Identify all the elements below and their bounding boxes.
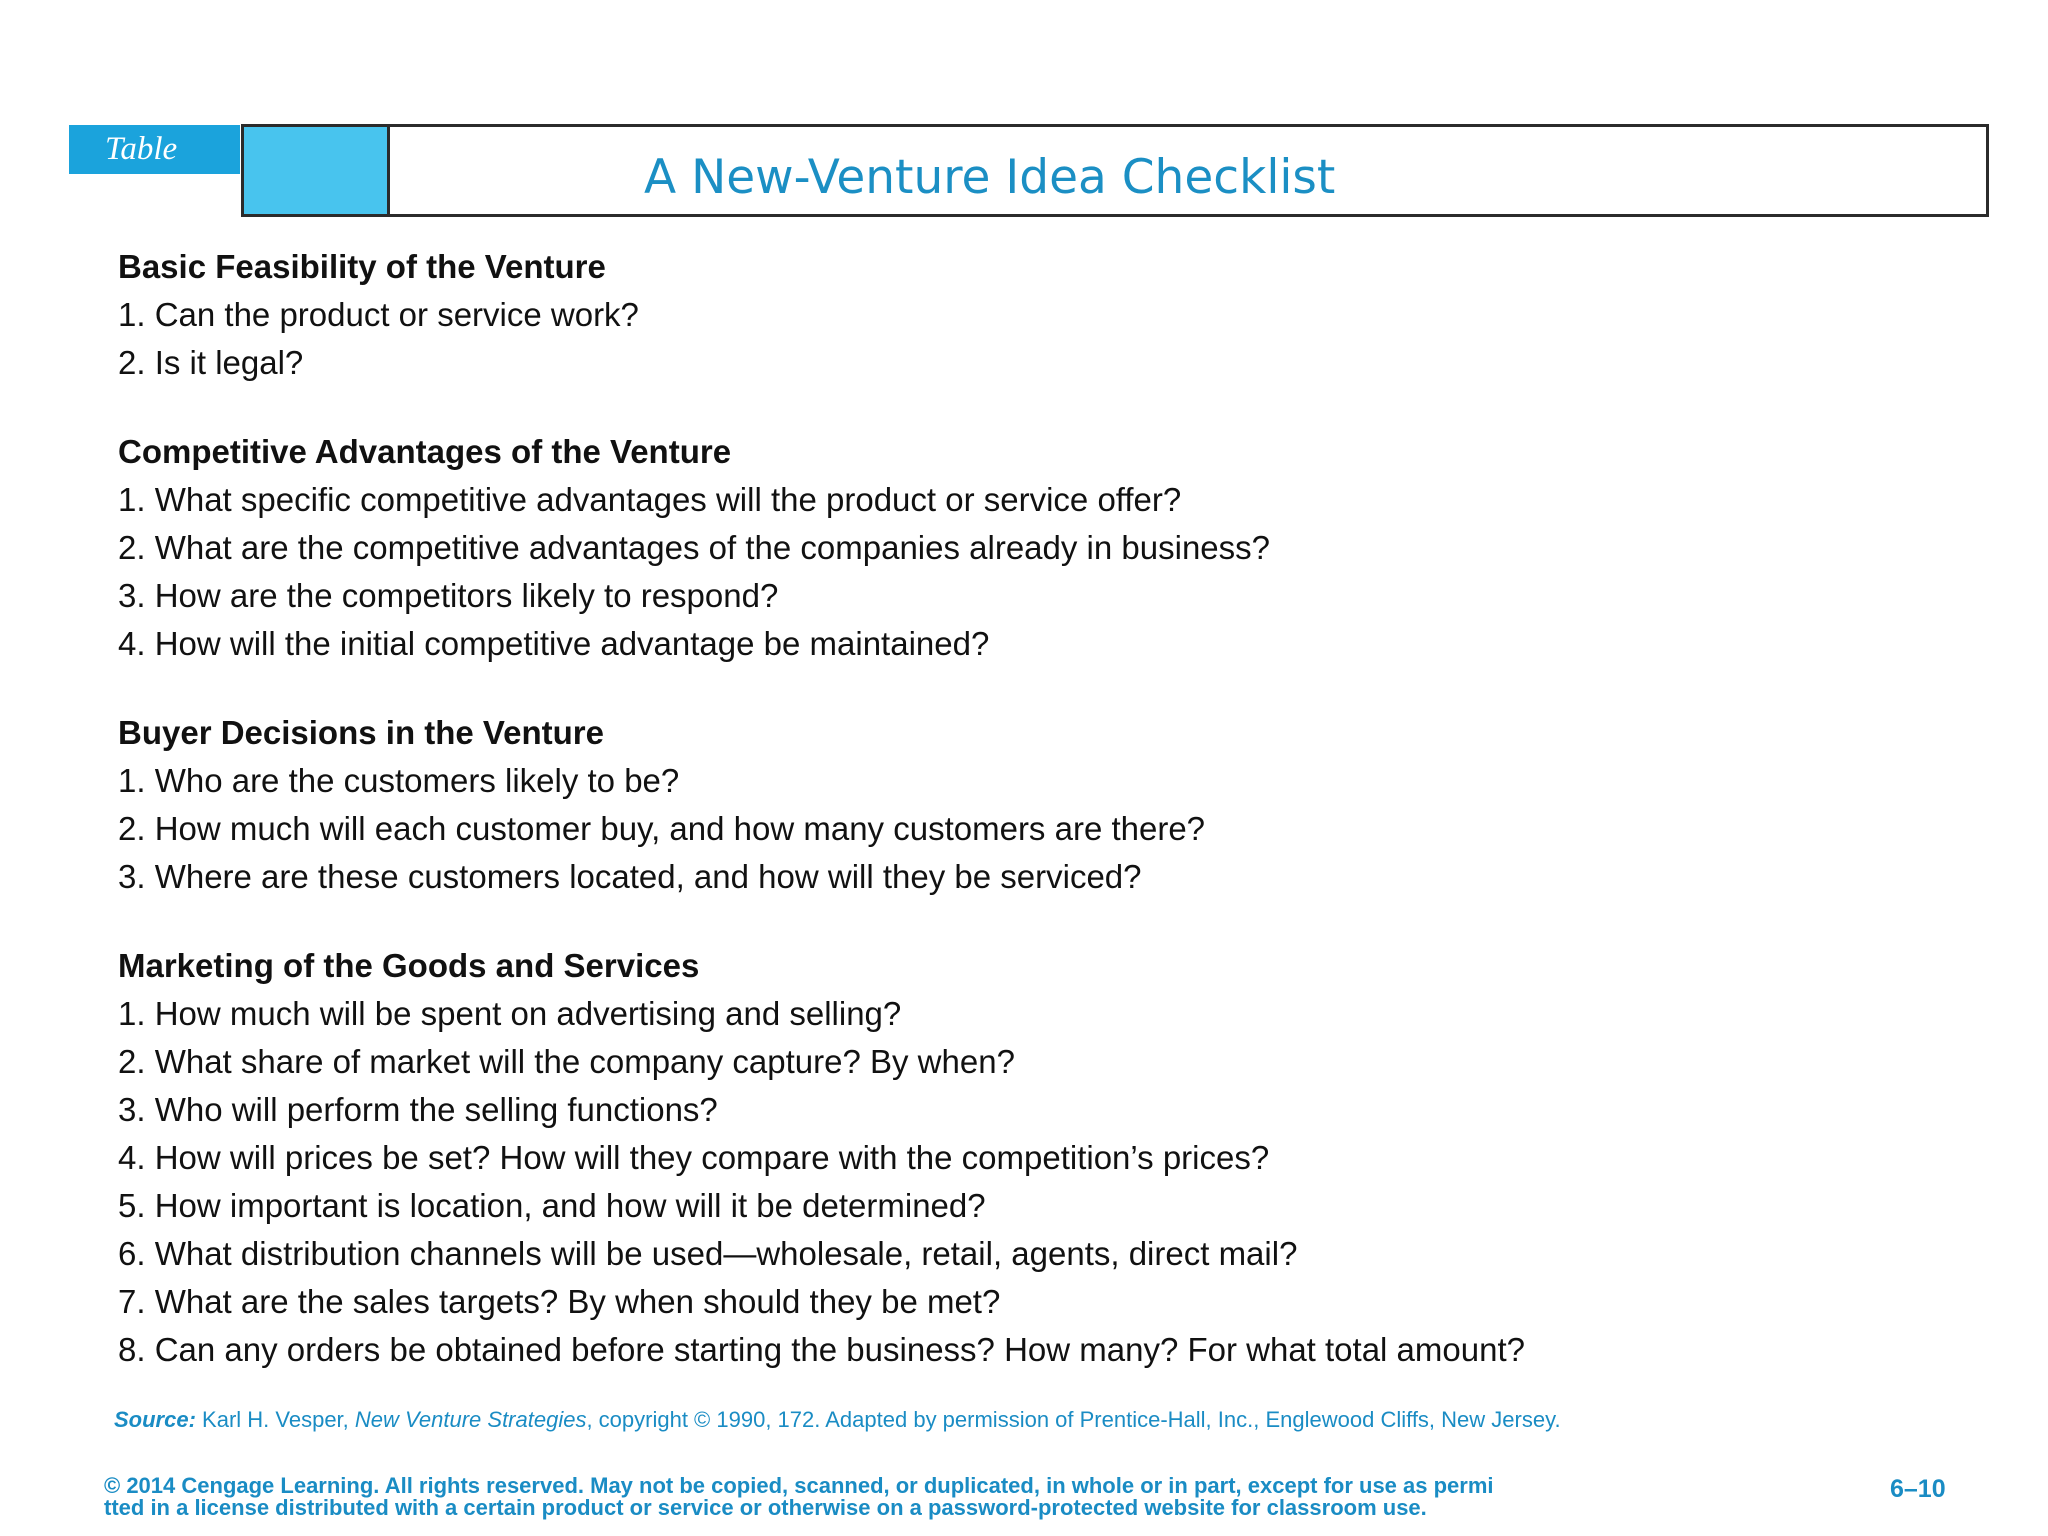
source-book-title: New Venture Strategies [354,1407,587,1432]
copyright-line-1: © 2014 Cengage Learning. All rights reserved. May not be copied, scanned, or duplicated, in whole or in part, except for use as permi [104,1473,1494,1498]
list-item: 8. Can any orders be obtained before starting the business? How many? For what total amount? [118,1331,1525,1368]
source-author: Karl H. Vesper, [202,1407,349,1432]
list-item: 3. Who will perform the selling functions? [118,1091,718,1128]
title-accent-square [244,127,390,214]
list-item: 2. Is it legal? [118,344,304,381]
list-item: 3. Where are these customers located, and how will they be serviced? [118,858,1142,895]
table-tag [69,125,240,174]
list-item: 1. Can the product or service work? [118,296,639,333]
source-label: Source: [114,1407,196,1432]
list-item: 5. How important is location, and how will it be determined? [118,1187,986,1224]
section-basic-feasibility [118,243,1968,387]
section-heading: Marketing of the Goods and Services [118,947,700,984]
section-heading: Basic Feasibility of the Venture [118,248,606,285]
list-item: 2. What share of market will the company capture? By when? [118,1043,1015,1080]
section-competitive-advantages [118,428,1968,668]
list-item: 6. What distribution channels will be used—wholesale, retail, agents, direct mail? [118,1235,1298,1272]
list-item: 3. How are the competitors likely to respond? [118,577,779,614]
source-details: , copyright © 1990, 172. Adapted by permission of Prentice-Hall, Inc., Englewood Cliffs, New Jersey. [586,1407,1561,1432]
list-item: 1. Who are the customers likely to be? [118,762,680,799]
page-number: 6–10 [1890,1475,1946,1503]
checklist [118,243,1968,1415]
page-title: A New-Venture Idea Checklist [644,150,1336,205]
section-heading: Competitive Advantages of the Venture [118,433,732,470]
section-buyer-decisions [118,709,1968,901]
section-heading: Buyer Decisions in the Venture [118,714,604,751]
list-item: 1. How much will be spent on advertising and selling? [118,995,902,1032]
list-item: 4. How will prices be set? How will they compare with the competition’s prices? [118,1139,1270,1176]
list-item: 7. What are the sales targets? By when should they be met? [118,1283,1001,1320]
copyright-notice [104,1475,1604,1519]
table-tag-label: Table [105,131,178,167]
section-marketing [118,942,1968,1374]
copyright-line-2: tted in a license distributed with a certain product or service or otherwise on a password-protected website for classroom use. [104,1495,1427,1520]
source-citation [114,1407,1561,1433]
list-item: 1. What specific competitive advantages will the product or service offer? [118,481,1182,518]
list-item: 2. How much will each customer buy, and how many customers are there? [118,810,1206,847]
list-item: 2. What are the competitive advantages of the companies already in business? [118,529,1271,566]
title-frame [241,124,1989,217]
list-item: 4. How will the initial competitive advantage be maintained? [118,625,990,662]
